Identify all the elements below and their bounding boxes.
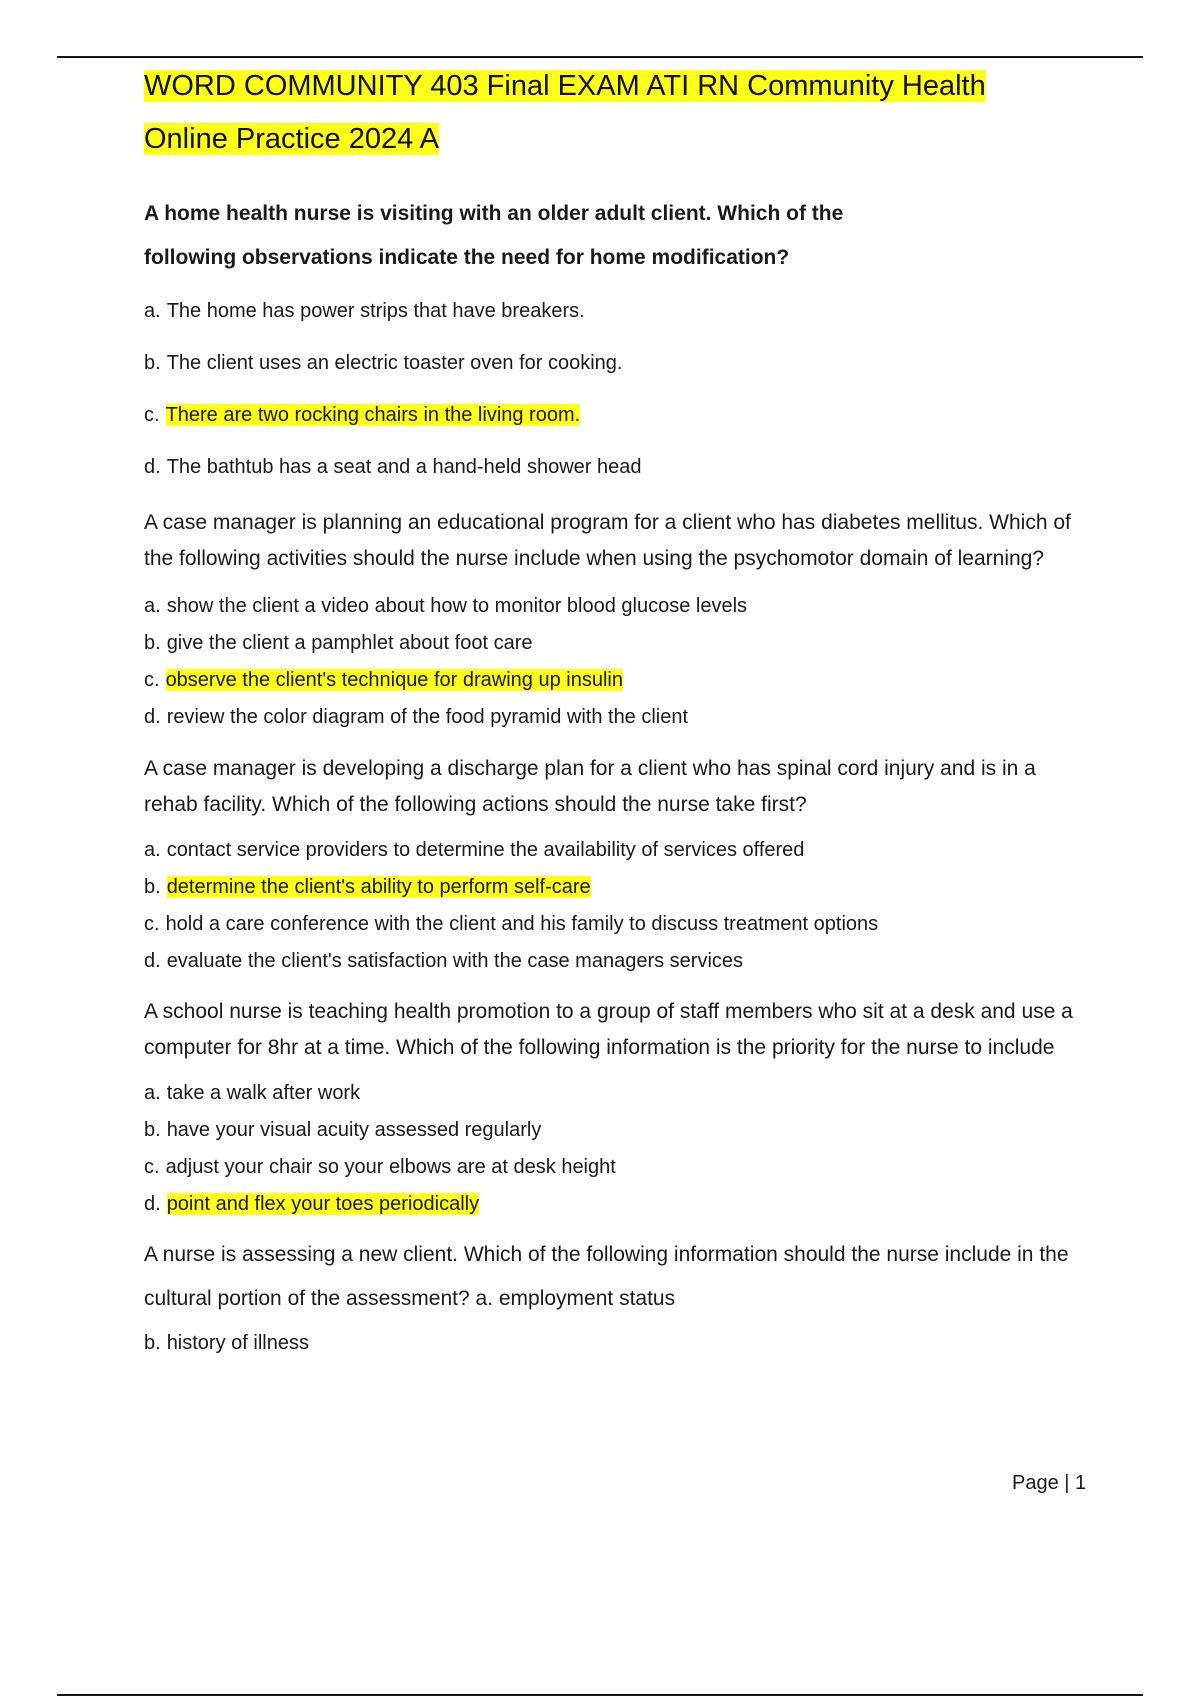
answer-option <box>144 285 1094 337</box>
option-text: contact service providers to determine the availability of services offered <box>166 839 805 861</box>
option-letter: c. <box>144 913 160 935</box>
page-number: Page | 1 <box>1012 1472 1087 1494</box>
answer-option <box>144 1075 1094 1112</box>
option-letter: d. <box>144 456 161 478</box>
option-text-highlighted: point and flex your toes periodically <box>166 1193 480 1215</box>
question-block <box>144 1233 1094 1365</box>
option-letter: a. <box>144 839 161 861</box>
option-text: give the client a pamphlet about foot care <box>166 632 533 654</box>
answer-options <box>144 285 1094 493</box>
option-letter: b. <box>144 1332 161 1354</box>
answer-option <box>144 699 1094 736</box>
top-rule <box>57 56 1143 58</box>
option-text: show the client a video about how to monitor blood glucose levels <box>166 595 748 617</box>
option-text: history of illness <box>166 1332 309 1354</box>
option-letter: d. <box>144 1193 161 1215</box>
question-block <box>144 192 1094 493</box>
option-letter: c. <box>144 404 160 426</box>
answer-option <box>144 441 1094 493</box>
answer-option-correct <box>144 1186 1094 1223</box>
answer-option <box>144 906 1094 943</box>
question-block <box>144 751 1094 980</box>
question-text: A school nurse is teaching health promotion to a group of staff members who sit at a desk and use a computer for 8hr at a time. Which of the following information is the priority for the nurse to include <box>144 1000 1073 1059</box>
answer-option <box>144 337 1094 389</box>
answer-option <box>144 943 1094 980</box>
option-letter: b. <box>144 876 161 898</box>
title-line-1: WORD COMMUNITY 403 Final EXAM ATI RN Community Health <box>144 70 986 102</box>
option-letter: a. <box>144 300 161 322</box>
question-text: A nurse is assessing a new client. Which of the following information should the nurse include in the cultural portion of the assessment? a. employment status <box>144 1243 1069 1310</box>
answer-options <box>144 832 1094 980</box>
option-text: The bathtub has a seat and a hand-held shower head <box>166 456 642 478</box>
option-letter: b. <box>144 632 161 654</box>
question-text: A home health nurse is visiting with an older adult client. Which of the following observations indicate the need for home modification? <box>144 202 844 269</box>
question-block <box>144 994 1094 1223</box>
answer-option <box>144 625 1094 662</box>
option-text-highlighted: There are two rocking chairs in the living room. <box>165 404 581 426</box>
question-text: A case manager is planning an educational program for a client who has diabetes mellitus. Which of the following activities should the nurse include when using the psychomotor domain of learning? <box>144 511 1071 570</box>
option-text: The client uses an electric toaster oven for cooking. <box>166 352 623 374</box>
answer-option <box>144 1112 1094 1149</box>
answer-option-correct <box>144 869 1094 906</box>
question-text: A case manager is developing a discharge plan for a client who has spinal cord injury and is in a rehab facility. Which of the following actions should the nurse take first? <box>144 757 1036 816</box>
option-text: have your visual acuity assessed regularly <box>166 1119 542 1141</box>
option-letter: a. <box>144 1082 161 1104</box>
document-body <box>144 60 1094 1365</box>
answer-options <box>144 588 1094 736</box>
bottom-rule <box>57 1694 1143 1696</box>
answer-option-correct <box>144 389 1094 441</box>
option-text-highlighted: observe the client's technique for drawing up insulin <box>165 669 623 691</box>
option-letter: c. <box>144 1156 160 1178</box>
answer-option <box>144 832 1094 869</box>
answer-option <box>144 588 1094 625</box>
document-title <box>144 60 1094 166</box>
answer-option <box>144 1321 1094 1365</box>
question-block <box>144 505 1094 736</box>
answer-options <box>144 1321 1094 1365</box>
option-letter: b. <box>144 352 161 374</box>
option-letter: d. <box>144 950 161 972</box>
option-letter: a. <box>144 595 161 617</box>
answer-option <box>144 1149 1094 1186</box>
option-text-highlighted: determine the client's ability to perform self-care <box>166 876 591 898</box>
option-text: The home has power strips that have breakers. <box>166 300 585 322</box>
option-text: hold a care conference with the client and his family to discuss treatment options <box>165 913 879 935</box>
option-text: review the color diagram of the food pyramid with the client <box>166 706 689 728</box>
title-line-2: Online Practice 2024 A <box>144 123 440 155</box>
option-letter: b. <box>144 1119 161 1141</box>
option-letter: c. <box>144 669 160 691</box>
option-text: adjust your chair so your elbows are at desk height <box>165 1156 616 1178</box>
option-text: take a walk after work <box>166 1082 361 1104</box>
option-letter: d. <box>144 706 161 728</box>
answer-option-correct <box>144 662 1094 699</box>
answer-options <box>144 1075 1094 1223</box>
option-text: evaluate the client's satisfaction with the case managers services <box>166 950 744 972</box>
